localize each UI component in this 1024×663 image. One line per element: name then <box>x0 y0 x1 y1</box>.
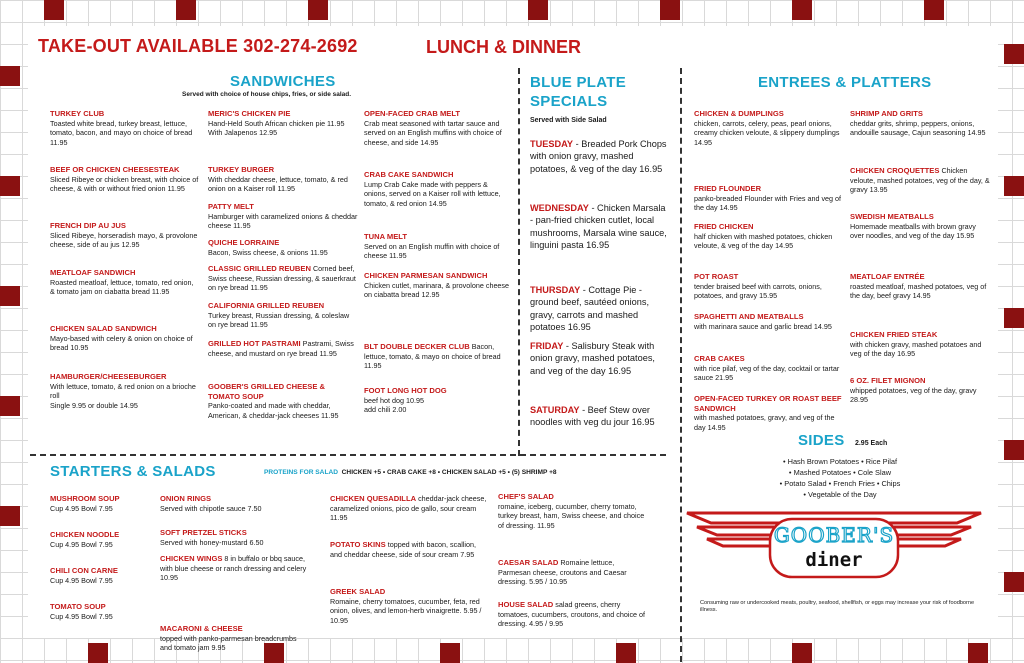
menu-item <box>498 558 648 587</box>
menu-item <box>50 165 200 194</box>
item-description: Hand-Held South African chicken pie 11.95 With Jalapenos 12.95 <box>208 118 345 138</box>
blueplate-description: - Breaded Pork Chops with onion gravy, mashed potatoes, & veg of the day 16.95 <box>530 139 667 174</box>
menu-item <box>694 312 844 331</box>
item-description: Romaine, cherry tomatoes, cucumber, feta, red onion, olives, and lemon-herb vinaigrette. 5.95 / 10.95 <box>330 596 482 625</box>
blueplate-day: SATURDAY <box>530 405 580 415</box>
item-name: POT ROAST <box>694 272 739 281</box>
item-name: MEATLOAF SANDWICH <box>50 268 136 277</box>
divider <box>518 68 520 456</box>
sandwiches-heading: SANDWICHES <box>230 73 336 90</box>
item-name: QUICHE LORRAINE <box>208 238 280 247</box>
item-description: beef hot dog 10.95 add chili 2.00 <box>364 395 424 415</box>
item-description: Sliced Ribeye, horseradish mayo, & provolone cheese, side of au jus 12.95 <box>50 230 198 250</box>
goobers-logo <box>685 509 983 589</box>
item-description: cheddar-jack cheese, caramelized onions, pico de gallo, sour cream 11.95 <box>330 494 487 523</box>
item-description: Served with honey-mustard 6.50 <box>160 537 264 547</box>
menu-item <box>50 602 170 621</box>
item-name: CLASSIC GRILLED REUBEN <box>208 264 311 273</box>
item-description: whipped potatoes, veg of the day, gravy 28.95 <box>850 385 977 405</box>
proteins-label: PROTEINS FOR SALAD <box>264 469 338 476</box>
item-description: Chicken cutlet, marinara, & provolone cheese on ciabatta bread 12.95 <box>364 280 510 300</box>
blueplate-day: TUESDAY <box>530 139 574 149</box>
blueplate-heading-1: BLUE PLATE <box>530 74 627 91</box>
item-name: SHRIMP AND GRITS <box>850 109 923 118</box>
starters-heading: STARTERS & SALADS <box>50 463 216 480</box>
item-description: Pastrami, Swiss cheese, and mustard on rye bread 11.95 <box>208 339 354 358</box>
item-name: FRIED CHICKEN <box>694 222 754 231</box>
item-name: CHEF'S SALAD <box>498 492 554 501</box>
menu-item <box>850 166 990 195</box>
item-description: 8 in buffalo or bbq sauce, with blue cheese or ranch dressing and celery 10.95 <box>160 554 307 583</box>
menu-item <box>694 109 844 147</box>
item-name: BLT DOUBLE DECKER CLUB <box>364 342 470 351</box>
sides-list <box>740 456 940 500</box>
item-name: 6 OZ. FILET MIGNON <box>850 376 926 385</box>
entrees-heading: ENTREES & PLATTERS <box>758 74 932 91</box>
divider <box>30 454 666 456</box>
item-name: SWEDISH MEATBALLS <box>850 212 934 221</box>
takeout-phone: TAKE-OUT AVAILABLE 302-274-2692 <box>38 36 358 56</box>
item-description: with mashed potatoes, gravy, and veg of the day 14.95 <box>694 413 835 432</box>
item-name: POTATO SKINS <box>330 540 386 549</box>
menu-item <box>364 232 512 261</box>
item-description: topped with panko-parmesan breadcrumbs and tomato jam 9.95 <box>160 633 297 653</box>
item-description: Romaine lettuce, Parmesan cheese, croutons and Caesar dressing. 5.95 / 10.95 <box>498 558 627 587</box>
menu-item <box>364 386 512 415</box>
menu-item <box>50 268 200 297</box>
blueplate-item <box>530 138 670 175</box>
menu-item <box>208 339 358 358</box>
item-name: CHICKEN SALAD SANDWICH <box>50 324 157 333</box>
item-description: Cup 4.95 Bowl 7.95 <box>50 611 113 621</box>
item-description: Bacon, lettuce, tomato, & mayo on choice of bread 11.95 <box>364 342 501 371</box>
blueplate-description: - Cottage Pie - ground beef, sautéed onions, gravy, carrots and mashed potatoes 16.95 <box>530 285 650 333</box>
menu-item <box>208 301 358 330</box>
item-name: MEATLOAF ENTRÉE <box>850 272 925 281</box>
item-name: FOOT LONG HOT DOG <box>364 386 447 395</box>
item-name: CHICKEN QUESADILLA <box>330 494 417 503</box>
blueplate-description: - Chicken Marsala - pan-fried chicken cutlet, local mushrooms, Marsala wine sauce, linguini pasta 16.95 <box>530 203 667 251</box>
item-description: Bacon, Swiss cheese, & onions 11.95 <box>208 247 328 257</box>
menu-item <box>364 342 512 371</box>
menu-item <box>208 238 358 257</box>
blueplate-description: - Beef Stew over noodles with veg du jour 16.95 <box>530 405 655 428</box>
blueplate-description: - Salisbury Steak with onion gravy, mashed potatoes, and veg of the day 16.95 <box>530 341 655 376</box>
item-description: Toasted white bread, turkey breast, lettuce, tomato, bacon, and mayo on choice of bread 11.95 <box>50 118 193 147</box>
item-description: Cup 4.95 Bowl 7.95 <box>50 575 113 585</box>
item-name: CHICKEN NOODLE <box>50 530 120 539</box>
menu-panel <box>28 26 998 653</box>
item-name: TURKEY CLUB <box>50 109 105 118</box>
menu-item <box>694 354 844 383</box>
item-description: panko-breaded Flounder with Fries and veg of the day 14.95 <box>694 193 842 213</box>
logo-diner: diner <box>805 549 863 571</box>
item-description: Served with chipotle sauce 7.50 <box>160 503 262 513</box>
menu-item <box>160 494 310 513</box>
item-name: HAMBURGER/CHEESEBURGER <box>50 372 167 381</box>
item-description: Sliced Ribeye or chicken breast, with choice of cheese, & with or without fried onion 11.95 <box>50 174 199 194</box>
item-name: CHILI CON CARNE <box>50 566 118 575</box>
blueplate-item <box>530 340 670 377</box>
item-name: ONION RINGS <box>160 494 212 503</box>
item-name: OPEN-FACED CRAB MELT <box>364 109 461 118</box>
item-description: Crab meat seasoned with tartar sauce and served on an English muffins with choice of cheese, and side 14.95 <box>364 118 502 147</box>
menu-item <box>364 271 512 300</box>
item-name: CAESAR SALAD <box>498 558 559 567</box>
menu-item <box>694 394 844 432</box>
item-description: Served on an English muffin with choice of cheese 11.95 <box>364 241 500 261</box>
item-name: SOFT PRETZEL STICKS <box>160 528 247 537</box>
blueplate-item <box>530 284 670 334</box>
sandwiches-subtitle: Served with choice of house chips, fries, or side salad. <box>182 91 352 98</box>
sides-line: • Hash Brown Potatoes • Rice Pilaf <box>782 457 898 466</box>
menu-item <box>694 222 844 251</box>
item-description: with marinara sauce and garlic bread 14.95 <box>694 321 832 331</box>
blueplate-subtitle: Served with Side Salad <box>530 117 607 124</box>
item-name: SPAGHETTI AND MEATBALLS <box>694 312 804 321</box>
item-name: PATTY MELT <box>208 202 254 211</box>
item-name: MACARONI & CHEESE <box>160 624 243 633</box>
item-description: Chicken veloute, mashed potatoes, veg of the day, & gravy 13.95 <box>850 166 990 195</box>
logo-name: GOOBER'S <box>773 523 895 547</box>
blueplate-heading-2: SPECIALS <box>530 93 608 110</box>
item-description: half chicken with mashed potatoes, chicken veloute, & veg of the day 14.95 <box>694 231 833 251</box>
item-name: MUSHROOM SOUP <box>50 494 120 503</box>
menu-item <box>330 540 488 559</box>
item-description: Homemade meatballs with brown gravy over noodles, and veg of the day 15.95 <box>850 221 976 241</box>
item-name: CHICKEN CROQUETTES <box>850 166 940 175</box>
menu-item <box>208 165 358 194</box>
menu-item <box>330 494 488 523</box>
item-name: TUNA MELT <box>364 232 408 241</box>
menu-item <box>160 554 310 583</box>
menu-item <box>50 324 200 353</box>
menu-item <box>694 184 844 213</box>
item-description: Panko-coated and made with cheddar, American, & cheddar-jack cheeses 11.95 <box>208 401 339 420</box>
menu-title: LUNCH & DINNER <box>426 37 581 57</box>
item-name: CHICKEN FRIED STEAK <box>850 330 938 339</box>
menu-item <box>694 272 844 301</box>
menu-item <box>208 202 358 231</box>
menu-item <box>850 272 990 301</box>
menu-item <box>364 109 512 147</box>
divider <box>680 68 682 662</box>
menu-item <box>850 109 990 138</box>
item-description: salad greens, cherry tomatoes, cucumbers, croutons, and choice of dressing. 4.95 / 9.95 <box>498 600 646 629</box>
item-description: Turkey breast, Russian dressing, & coleslaw on rye bread 11.95 <box>208 310 350 330</box>
item-description: Lump Crab Cake made with peppers & onions, served on a Kaiser roll with lettuce, tomato, & red onion 14.95 <box>364 179 501 208</box>
proteins-line <box>264 469 557 476</box>
item-description: romaine, iceberg, cucumber, cherry tomato, turkey breast, ham, Swiss cheese, and choice of dressing. 11.95 <box>498 501 645 530</box>
item-name: FRIED FLOUNDER <box>694 184 762 193</box>
item-name: TURKEY BURGER <box>208 165 275 174</box>
menu-item <box>50 566 170 585</box>
blueplate-day: THURSDAY <box>530 285 581 295</box>
item-name: MERIC'S CHICKEN PIE <box>208 109 291 118</box>
item-description: topped with bacon, scallion, and cheddar cheese, side of sour cream 7.95 <box>330 540 477 559</box>
item-name: CRAB CAKES <box>694 354 745 363</box>
item-name: FRENCH DIP AU JUS <box>50 221 126 230</box>
menu-item <box>364 170 512 208</box>
sides-line: • Vegetable of the Day <box>803 490 877 499</box>
menu-item <box>850 212 990 241</box>
sides-title: SIDES <box>798 432 845 449</box>
item-description: cheddar grits, shrimp, peppers, onions, andouille sausage, Cajun seasoning 14.95 <box>850 118 986 138</box>
blueplate-day: FRIDAY <box>530 341 564 351</box>
menu-item <box>208 382 358 420</box>
sides-line: • Mashed Potatoes • Cole Slaw <box>788 468 892 477</box>
menu-item <box>208 264 358 293</box>
sides-price: 2.95 Each <box>854 440 888 447</box>
blueplate-item <box>530 404 670 429</box>
item-name: CHICKEN PARMESAN SANDWICH <box>364 271 488 280</box>
sides-heading <box>798 432 887 450</box>
item-description: Cup 4.95 Bowl 7.95 <box>50 503 113 513</box>
item-name: CHICKEN & DUMPLINGS <box>694 109 784 118</box>
item-description: Cup 4.95 Bowl 7.95 <box>50 539 113 549</box>
item-description: with chicken gravy, mashed potatoes and veg of the day 16.95 <box>850 339 982 359</box>
item-description: Hamburger with caramelized onions & cheddar cheese 11.95 <box>208 211 358 231</box>
menu-item <box>50 372 200 410</box>
item-name: GREEK SALAD <box>330 587 386 596</box>
menu-item <box>50 530 170 549</box>
menu-item <box>850 330 990 359</box>
menu-item <box>208 109 358 138</box>
item-description: Corned beef, Swiss cheese, Russian dressing, & sauerkraut on rye bread 11.95 <box>208 264 356 293</box>
menu-item <box>160 528 310 547</box>
menu-item <box>50 109 200 147</box>
item-description: Roasted meatloaf, lettuce, tomato, red onion, & tomato jam on ciabatta bread 11.95 <box>50 277 194 297</box>
menu-item <box>850 376 990 405</box>
sides-line: • Potato Salad • French Fries • Chips <box>779 479 901 488</box>
item-name: CRAB CAKE SANDWICH <box>364 170 454 179</box>
item-name: HOUSE SALAD <box>498 600 554 609</box>
menu-item <box>498 600 648 629</box>
menu-item <box>50 494 170 513</box>
item-description: Mayo-based with celery & onion on choice of bread 10.95 <box>50 333 193 353</box>
item-description: tender braised beef with carrots, onions, potatoes, and gravy 15.95 <box>694 281 822 301</box>
item-description: with rice pilaf, veg of the day, cocktail or tartar sauce 21.95 <box>694 363 840 383</box>
menu-item <box>50 221 200 250</box>
proteins-list: CHICKEN +5 • CRAB CAKE +8 • CHICKEN SALAD +5 • (5) SHRIMP +8 <box>341 469 557 476</box>
item-name: BEEF OR CHICKEN CHEESESTEAK <box>50 165 180 174</box>
menu-item <box>498 492 648 530</box>
item-name: CALIFORNIA GRILLED REUBEN <box>208 301 325 310</box>
item-description: With cheddar cheese, lettuce, tomato, & red onion on a Kaiser roll 11.95 <box>208 174 348 194</box>
item-name: OPEN-FACED TURKEY OR ROAST BEEF SANDWICH <box>694 394 842 413</box>
blueplate-day: WEDNESDAY <box>530 203 589 213</box>
item-name: GRILLED HOT PASTRAMI <box>208 339 301 348</box>
item-description: roasted meatloaf, mashed potatoes, veg of the day, beef gravy 14.95 <box>850 281 987 301</box>
menu-item <box>160 624 310 653</box>
item-name: TOMATO SOUP <box>50 602 106 611</box>
blueplate-item <box>530 202 670 252</box>
menu-item <box>330 587 488 625</box>
item-name: GOOBER'S GRILLED CHEESE & TOMATO SOUP <box>208 382 325 401</box>
item-description: With lettuce, tomato, & red onion on a brioche roll Single 9.95 or double 14.95 <box>50 381 196 410</box>
item-name: CHICKEN WINGS <box>160 554 223 563</box>
food-safety-note: Consuming raw or undercooked meats, poultry, seafood, shellfish, or eggs may increase your risk of foodborne illness. <box>700 600 975 613</box>
item-description: chicken, carrots, celery, peas, pearl onions, creamy chicken veloute, & slippery dumplings 14.95 <box>694 118 840 147</box>
